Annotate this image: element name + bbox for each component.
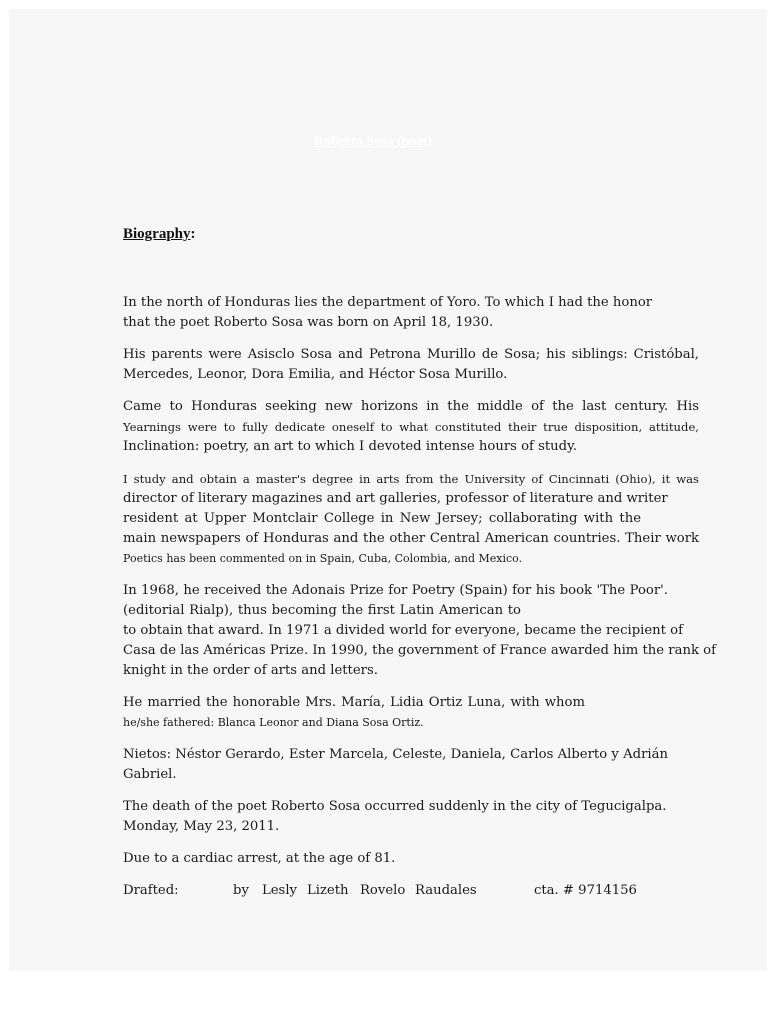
paragraph-line: he/she fathered: Blanca Leonor and Diana Sosa Ortiz. bbox=[123, 716, 424, 729]
author-name-part: Lizeth bbox=[307, 883, 349, 898]
paragraph-career bbox=[123, 469, 699, 569]
paragraph-line: Mercedes, Leonor, Dora Emilia, and Héctor Sosa Murillo. bbox=[123, 367, 508, 382]
paragraph-line: Nietos: Néstor Gerardo, Ester Marcela, Celeste, Daniela, Carlos Alberto y Adrián bbox=[123, 747, 668, 762]
paragraph-line: Came to Honduras seeking new horizons in the middle of the last century. His bbox=[123, 399, 699, 414]
paragraph-grandchildren bbox=[123, 745, 699, 785]
biography-body bbox=[123, 293, 716, 901]
paragraph-line: Due to a cardiac arrest, at the age of 81. bbox=[123, 851, 396, 866]
drafted-by-line bbox=[123, 881, 699, 901]
paragraph-death bbox=[123, 797, 699, 837]
section-heading-colon: : bbox=[190, 226, 196, 242]
author-name-part: Raudales bbox=[415, 883, 477, 898]
paragraph-line: In 1968, he received the Adonais Prize for Poetry (Spain) for his book 'The Poor'. bbox=[123, 583, 668, 598]
paragraph-line: director of literary magazines and art galleries, professor of literature and writer bbox=[123, 491, 668, 506]
account-number: cta. # 9714156 bbox=[534, 883, 637, 898]
drafted-by: by bbox=[233, 883, 249, 898]
paragraph-line: Monday, May 23, 2011. bbox=[123, 819, 280, 834]
author-name-part: Lesly bbox=[262, 883, 297, 898]
paragraph-awards bbox=[123, 581, 716, 681]
section-heading-text: Biography bbox=[123, 226, 191, 242]
paragraph-line: Inclination: poetry, an art to which I devoted intense hours of study. bbox=[123, 439, 577, 454]
paragraph-line: The death of the poet Roberto Sosa occurred suddenly in the city of Tegucigalpa. bbox=[123, 799, 667, 814]
paragraph-line: main newspapers of Honduras and the other Central American countries. Their work bbox=[123, 531, 699, 546]
paragraph-line: He married the honorable Mrs. María, Lidia Ortiz Luna, with whom bbox=[123, 695, 585, 710]
paragraph-marriage bbox=[123, 693, 699, 733]
paragraph-line: knight in the order of arts and letters. bbox=[123, 663, 378, 678]
paragraph-line: to obtain that award. In 1971 a divided world for everyone, became the recipient of bbox=[123, 623, 683, 638]
paragraph-line: Gabriel. bbox=[123, 767, 177, 782]
section-heading bbox=[123, 226, 196, 243]
document-title: Roberto Sosa (poet) bbox=[314, 134, 433, 149]
author-name-part: Rovelo bbox=[360, 883, 406, 898]
paragraph-line: Poetics has been commented on in Spain, Cuba, Colombia, and Mexico. bbox=[123, 552, 523, 565]
paragraph-line: In the north of Honduras lies the department of Yoro. To which I had the honor bbox=[123, 295, 653, 310]
paragraph-line: Yearnings were to fully dedicate oneself to what constituted their true disposition, attitude, bbox=[123, 420, 699, 434]
paragraph-line: I study and obtain a master's degree in arts from the University of Cincinnati (Ohio), it was bbox=[123, 472, 699, 486]
drafted-label: Drafted: bbox=[123, 883, 179, 898]
document-page bbox=[9, 9, 767, 971]
paragraph-birth bbox=[123, 293, 699, 333]
paragraph-cause bbox=[123, 849, 699, 869]
paragraph-family bbox=[123, 345, 699, 385]
paragraph-line: (editorial Rialp), thus becoming the first Latin American to bbox=[123, 603, 521, 618]
paragraph-line: that the poet Roberto Sosa was born on April 18, 1930. bbox=[123, 315, 494, 330]
paragraph-line: Casa de las Américas Prize. In 1990, the government of France awarded him the rank of bbox=[123, 643, 716, 658]
paragraph-line: resident at Upper Montclair College in New Jersey; collaborating with the bbox=[123, 511, 641, 526]
paragraph-line: His parents were Asisclo Sosa and Petrona Murillo de Sosa; his siblings: Cristóbal, bbox=[123, 347, 699, 362]
paragraph-vocation bbox=[123, 397, 699, 457]
